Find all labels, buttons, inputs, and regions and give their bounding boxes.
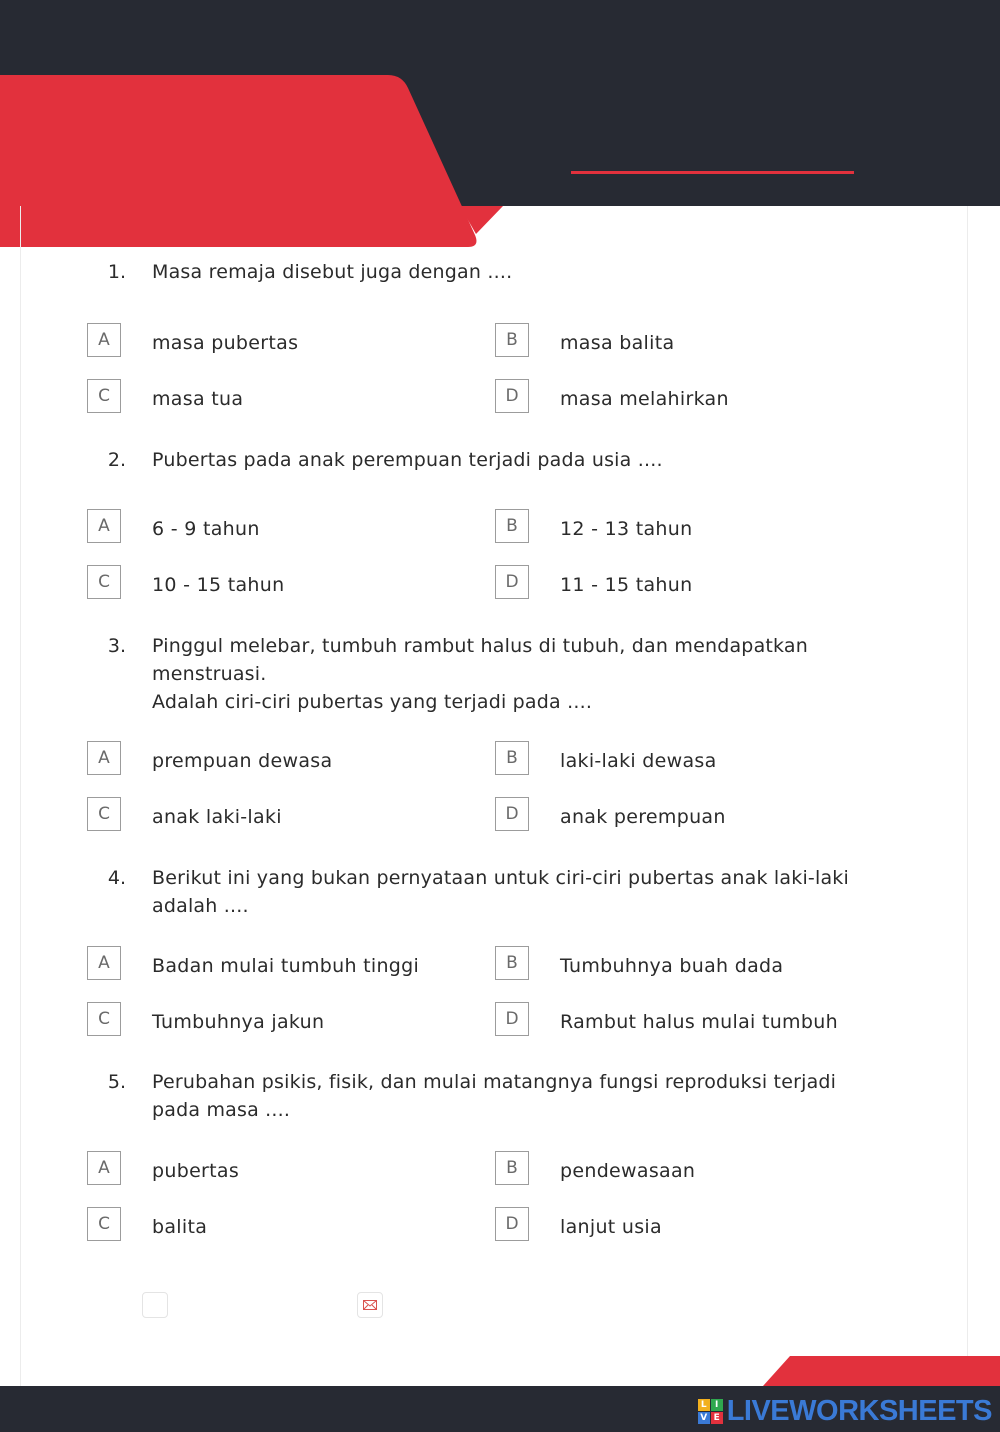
answer-label: Badan mulai tumbuh tinggi: [152, 955, 420, 977]
answer-label: anak perempuan: [560, 806, 726, 828]
answer-checkbox[interactable]: C: [87, 379, 121, 413]
answer-label: 12 - 13 tahun: [560, 518, 693, 540]
brand-name: LIVEWORKSHEETS: [726, 1394, 992, 1427]
answer-label: Rambut halus mulai tumbuh: [560, 1011, 838, 1033]
question-number: 5.: [107, 1071, 126, 1093]
blank-checkbox-icon[interactable]: [142, 1292, 168, 1318]
answer-label: pubertas: [152, 1160, 240, 1182]
answer-label: 10 - 15 tahun: [152, 574, 285, 596]
answer-checkbox[interactable]: D: [495, 379, 529, 413]
answer-label: anak laki-laki: [152, 806, 282, 828]
answer-checkbox[interactable]: C: [87, 1207, 121, 1241]
brand-logo-grid-icon: L I V E: [698, 1399, 723, 1424]
answer-label: Tumbuhnya jakun: [152, 1011, 325, 1033]
worksheet-paper: [20, 206, 968, 1386]
answer-label: masa pubertas: [152, 332, 299, 354]
answer-label: 6 - 9 tahun: [152, 518, 260, 540]
answer-checkbox[interactable]: A: [87, 509, 121, 543]
answer-checkbox[interactable]: D: [495, 565, 529, 599]
answer-label: pendewasaan: [560, 1160, 696, 1182]
question-text: Pinggul melebar, tumbuh rambut halus di tubuh, dan mendapatkan menstruasi. Adalah ciri-ciri pubertas yang terjadi pada ....: [152, 635, 809, 713]
answer-checkbox[interactable]: B: [495, 1151, 529, 1185]
answer-checkbox[interactable]: D: [495, 1207, 529, 1241]
answer-label: lanjut usia: [560, 1216, 662, 1238]
question-number: 2.: [107, 449, 126, 471]
question-number: 3.: [107, 635, 126, 657]
answer-checkbox[interactable]: A: [87, 1151, 121, 1185]
answer-checkbox[interactable]: C: [87, 565, 121, 599]
question-text: Berikut ini yang bukan pernyataan untuk ciri-ciri pubertas anak laki-laki adalah ....: [152, 867, 849, 917]
question-number: 4.: [107, 867, 126, 889]
answer-label: 11 - 15 tahun: [560, 574, 693, 596]
answer-label: prempuan dewasa: [152, 750, 333, 772]
answer-label: masa balita: [560, 332, 675, 354]
question-text: Perubahan psikis, fisik, dan mulai matangnya fungsi reproduksi terjadi pada masa ....: [152, 1071, 837, 1121]
question-number: 1.: [107, 261, 126, 283]
answer-checkbox[interactable]: B: [495, 323, 529, 357]
envelope-icon: [363, 1300, 377, 1310]
title-underline: [571, 171, 854, 174]
question-text: Masa remaja disebut juga dengan ....: [152, 261, 513, 283]
answer-label: masa melahirkan: [560, 388, 729, 410]
answer-checkbox[interactable]: B: [495, 741, 529, 775]
answer-checkbox[interactable]: B: [495, 946, 529, 980]
answer-checkbox[interactable]: C: [87, 1002, 121, 1036]
question-text: Pubertas pada anak perempuan terjadi pada usia ....: [152, 449, 663, 471]
answer-checkbox[interactable]: C: [87, 797, 121, 831]
answer-checkbox[interactable]: D: [495, 797, 529, 831]
answer-checkbox[interactable]: B: [495, 509, 529, 543]
answer-checkbox[interactable]: A: [87, 741, 121, 775]
answer-label: Tumbuhnya buah dada: [560, 955, 784, 977]
answer-checkbox[interactable]: A: [87, 323, 121, 357]
liveworksheets-logo[interactable]: [698, 1396, 992, 1426]
answer-label: laki-laki dewasa: [560, 750, 717, 772]
answer-checkbox[interactable]: D: [495, 1002, 529, 1036]
envelope-icon[interactable]: [357, 1292, 383, 1318]
answer-label: masa tua: [152, 388, 244, 410]
answer-checkbox[interactable]: A: [87, 946, 121, 980]
answer-label: balita: [152, 1216, 208, 1238]
